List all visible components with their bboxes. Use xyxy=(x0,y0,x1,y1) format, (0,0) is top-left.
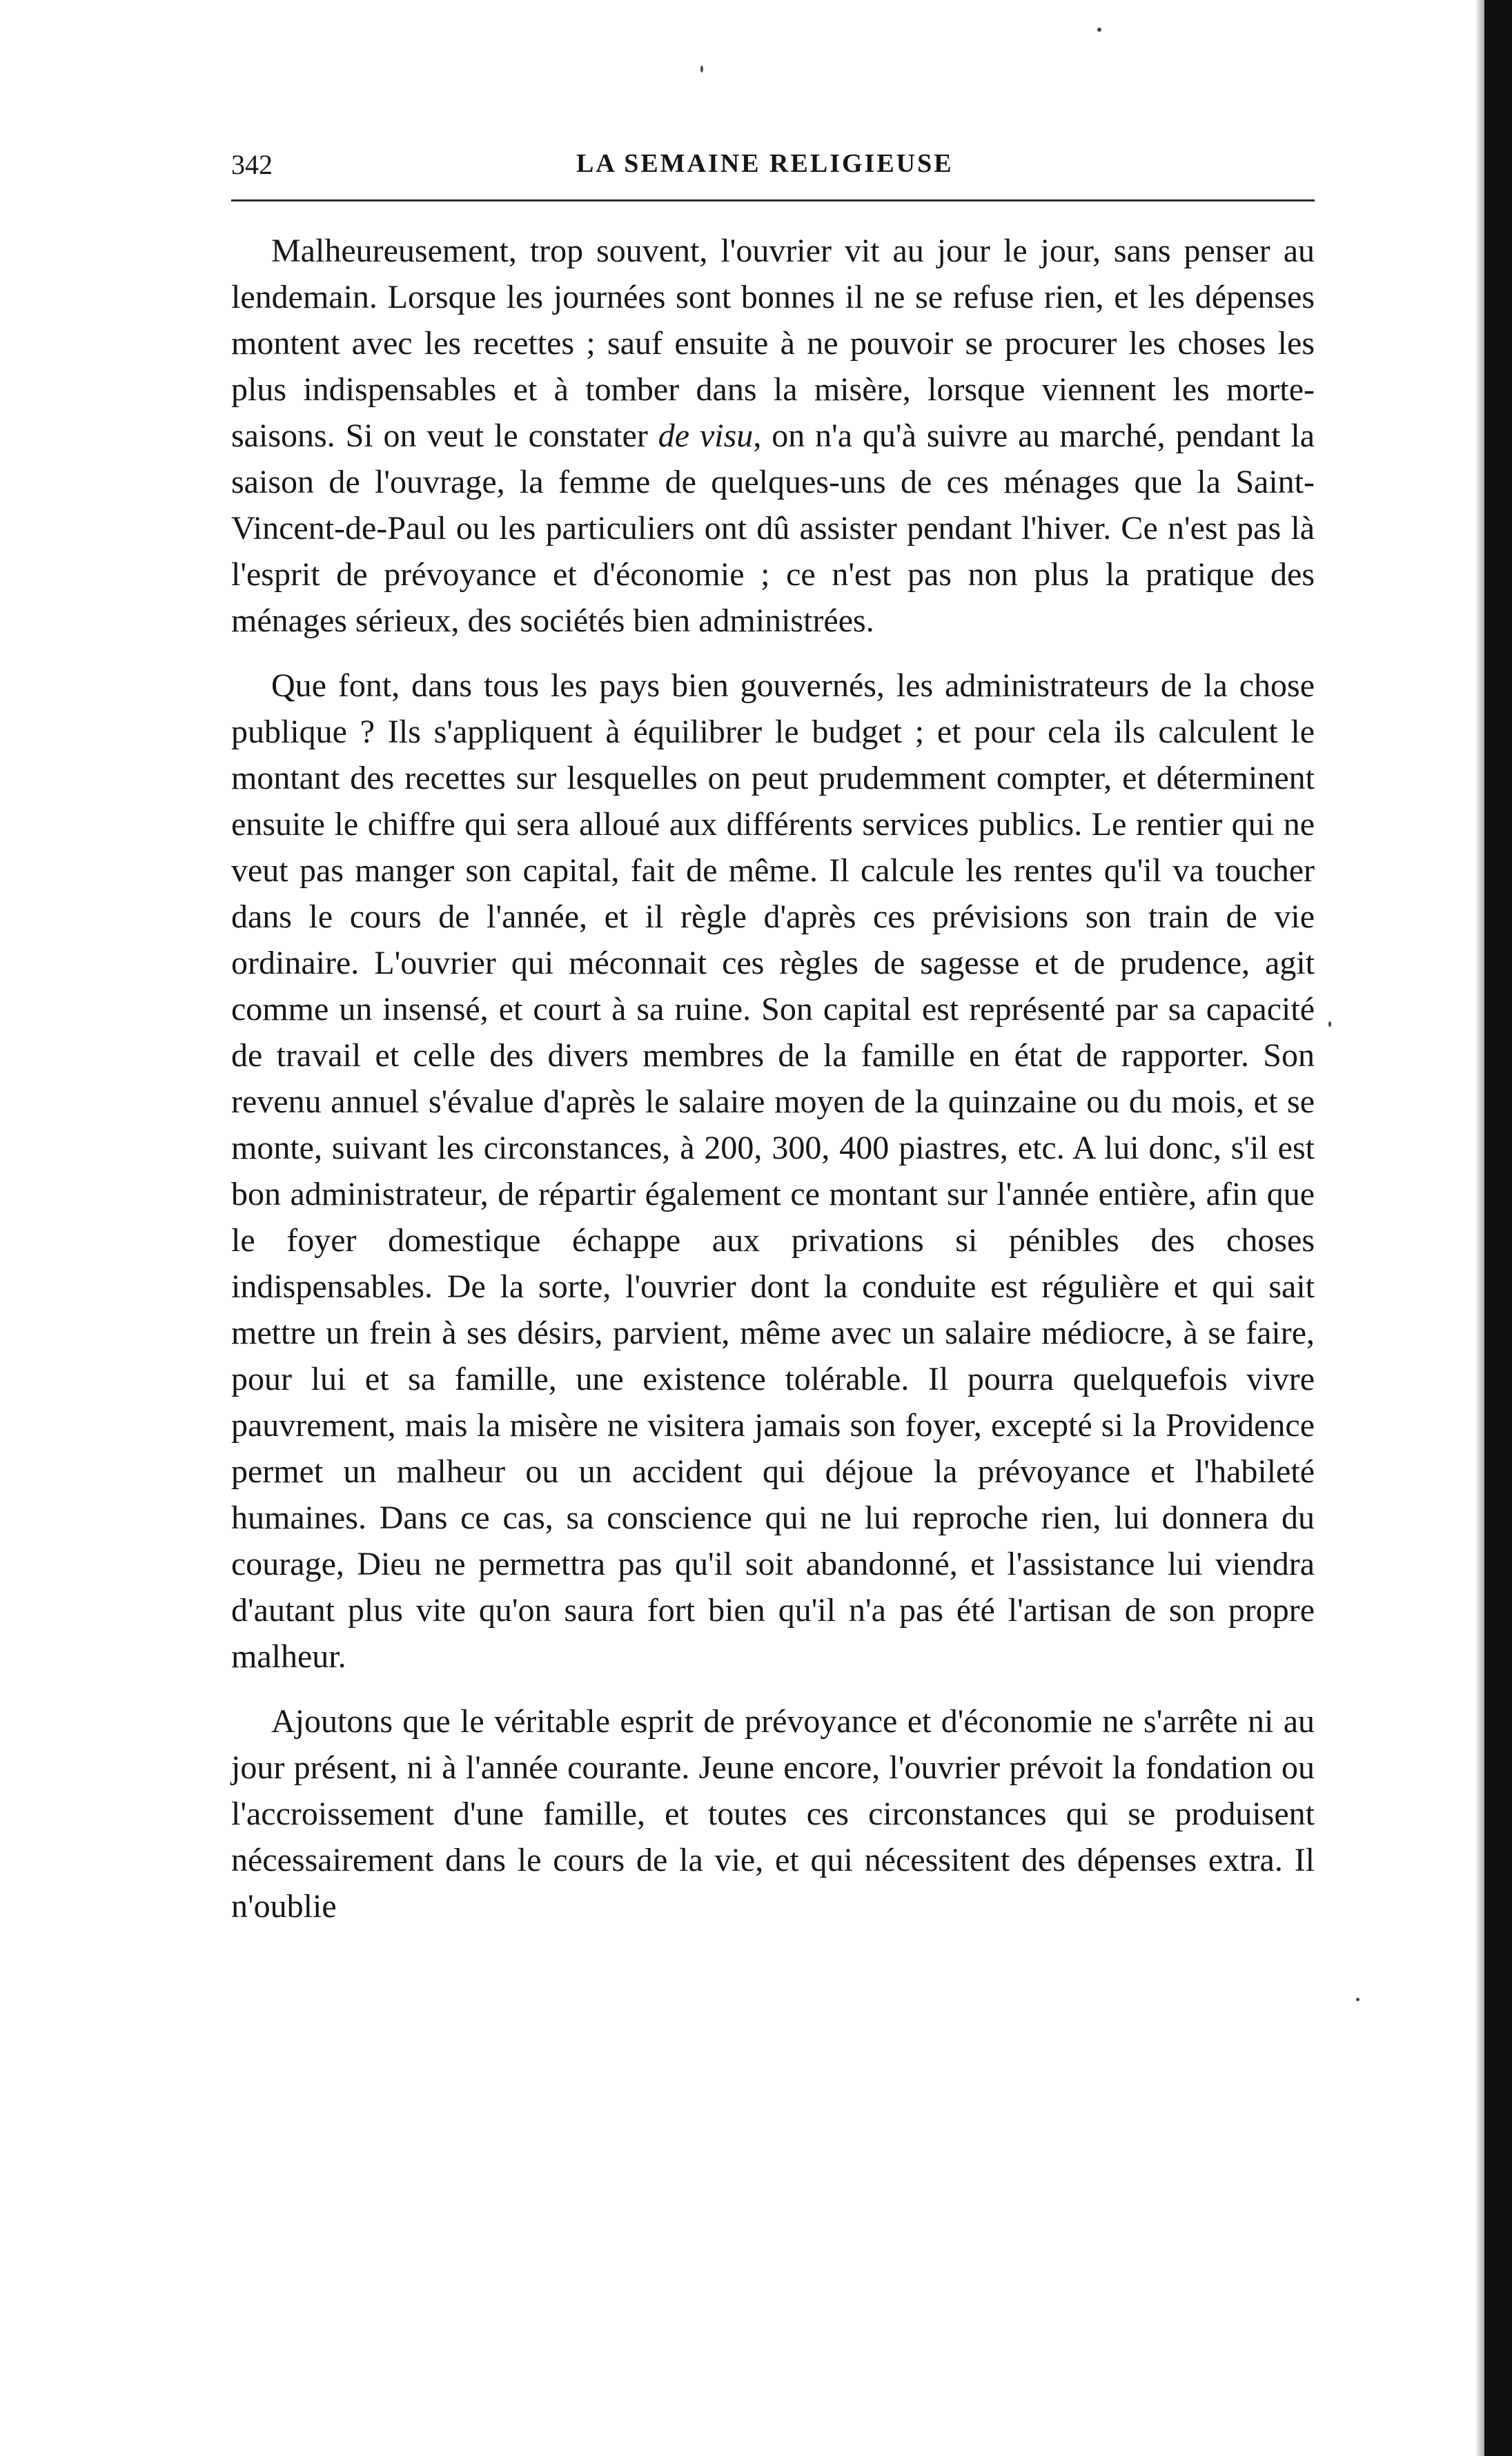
paragraph xyxy=(231,228,1315,644)
paragraph-text: Malheureusement, trop souvent, l'ouvrier vit au jour le jour, sans penser au lendemain. Lorsque les journées sont bonnes il ne se refuse rien, et les dépenses montent avec les recettes ; sauf ensuite à ne pouvoir se procurer les choses les plus indispensables et à tomber dans la misère, lorsque viennent les morte-saisons. Si on veut le constater xyxy=(231,233,1315,454)
page-header xyxy=(231,135,1315,190)
book-page xyxy=(231,135,1315,1925)
paragraph: Ajoutons que le véritable esprit de prévoyance et d'économie ne s'arrête ni au jour présent, ni à l'année courante. Jeune encore, l'ouvrier prévoit la fondation ou l'accroissement d'une famille, et toutes ces circonstances qui se produisent nécessairement dans le cours de la vie, et qui nécessitent des dépenses extra. Il n'oublie xyxy=(231,1703,1315,1925)
scan-speck xyxy=(1097,28,1101,32)
header-rule xyxy=(231,199,1315,202)
scan-shadow xyxy=(1475,0,1484,2456)
running-title: LA SEMAINE RELIGIEUSE xyxy=(576,149,954,178)
body-text xyxy=(231,228,1315,1948)
scan-speck xyxy=(700,66,703,72)
scan-speck xyxy=(1356,1998,1359,2001)
paragraph-text: , on n'a qu'à suivre au marché, pendant la saison de l'ouvrage, la femme de quelques-uns de ces ménages que la Saint-Vincent-de-Paul ou les particuliers ont dû assister pendant l'hiver. Ce n'est pas là l'esprit de prévoyance et d'économie ; ce n'est pas non plus la pratique des ménages sérieux, des sociétés bien administrées. xyxy=(231,417,1315,639)
italic-phrase: de visu xyxy=(658,417,754,454)
scan-speck xyxy=(1328,1021,1331,1027)
scan-border xyxy=(1484,0,1512,2456)
paragraph: Que font, dans tous les pays bien gouvernés, les administrateurs de la chose publique ? Ils s'appliquent à équilibrer le budget ; et pour cela ils calculent le montant des recettes sur lesquelles on peut prudemment compter, et déterminent ensuite le chiffre qui sera alloué aux différents services publics. Le rentier qui ne veut pas manger son capital, fait de même. Il calcule les rentes qu'il va toucher dans le cours de l'année, et il règle d'après ces prévisions son train de vie ordinaire. L'ouvrier qui méconnait ces règles de sagesse et de prudence, agit comme un insensé, et court à sa ruine. Son capital est représenté par sa capacité de travail et celle des divers membres de la famille en état de rapporter. Son revenu annuel s'évalue d'après le salaire moyen de la quinzaine ou du mois, et se monte, suivant les circonstances, à 200, 300, 400 piastres, etc. A lui donc, s'il est bon administrateur, de répartir également ce montant sur l'année entière, afin que le foyer domestique échappe aux privations si pénibles des choses indispensables. De la sorte, l'ouvrier dont la conduite est régulière et qui sait mettre un frein à ses désirs, parvient, même avec un salaire médiocre, à se faire, pour lui et sa famille, une existence tolérable. Il pourra quelquefois vivre pauvrement, mais la misère ne visitera jamais son foyer, excepté si la Providence permet un malheur ou un accident qui déjoue la prévoyance et l'habileté humaines. Dans ce cas, sa conscience qui ne lui reproche rien, lui donnera du courage, Dieu ne permettra pas qu'il soit abandonné, et l'assistance lui viendra d'autant plus vite qu'on saura fort bien qu'il n'a pas été l'artisan de son propre malheur. xyxy=(231,667,1315,1675)
page-number: 342 xyxy=(231,149,273,180)
